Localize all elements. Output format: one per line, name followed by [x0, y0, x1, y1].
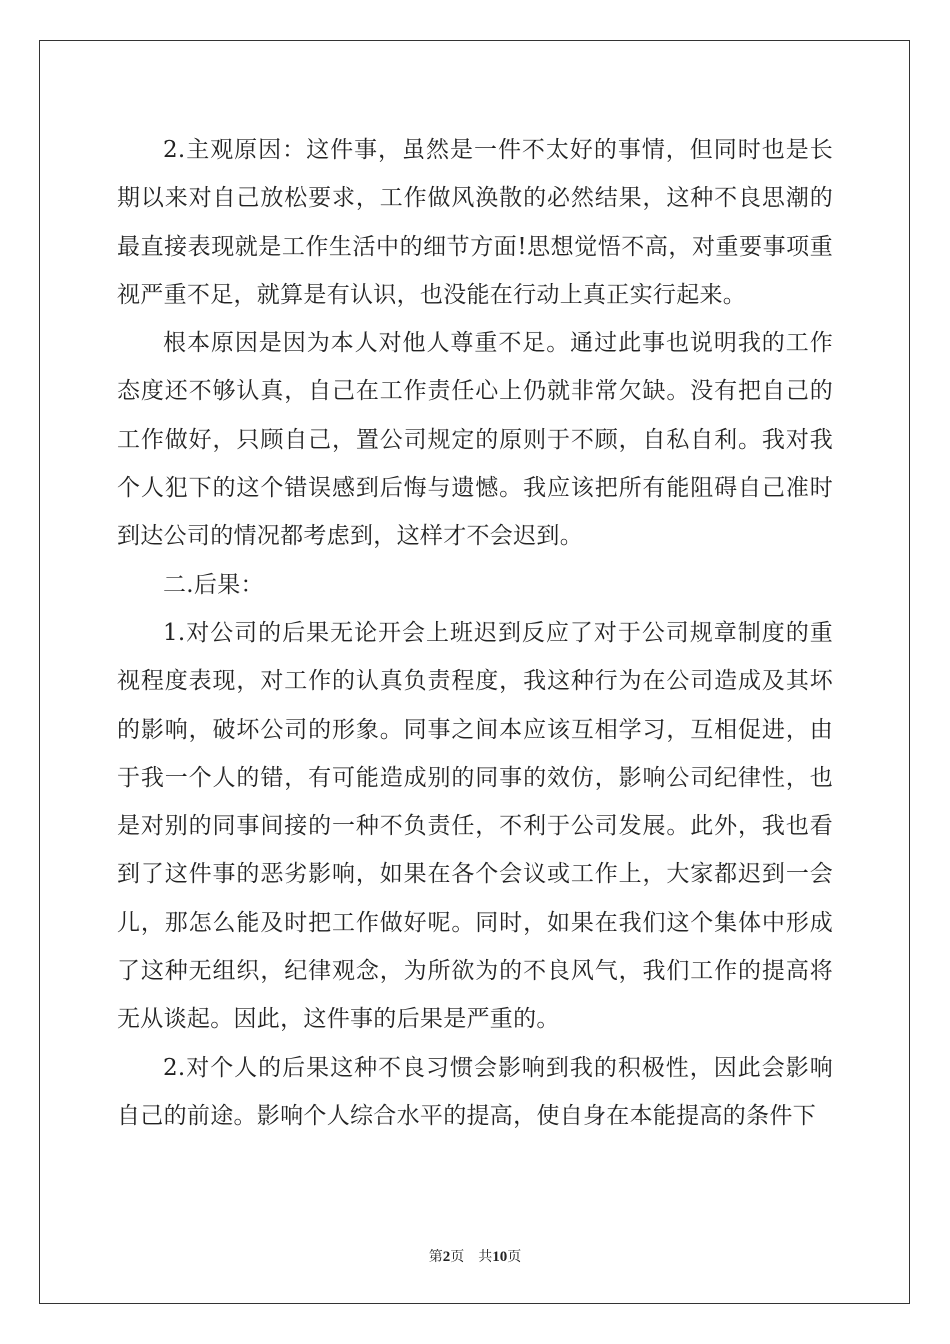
document-body	[117, 126, 833, 1140]
page-footer	[0, 1246, 950, 1266]
page-suffix: 页	[450, 1249, 465, 1265]
total-prefix: 共	[478, 1249, 493, 1265]
page-number: 2	[442, 1249, 451, 1265]
paragraph-subjective-cause: 2.主观原因：这件事，虽然是一件不太好的事情，但同时也是长期以来对自己放松要求，工作做风涣散的必然结果，这种不良思潮的最直接表现就是工作生活中的细节方面!思想觉悟不高，对重要事项重视严重不足，就算是有认识，也没能在行动上真正实行起来。	[117, 137, 833, 308]
paragraph-company-consequences: 1.对公司的后果无论开会上班迟到反应了对于公司规章制度的重视程度表现，对工作的认真负责程度，我这种行为在公司造成及其坏的影响，破坏公司的形象。同事之间本应该互相学习，互相促进，由于我一个人的错，有可能造成别的同事的效仿，影响公司纪律性，也是对别的同事间接的一种不负责任，不利于公司发展。此外，我也看到了这件事的恶劣影响，如果在各个会议或工作上，大家都迟到一会儿，那怎么能及时把工作做好呢。同时，如果在我们这个集体中形成了这种无组织，纪律观念，为所欲为的不良风气，我们工作的提高将无从谈起。因此，这件事的后果是严重的。	[117, 619, 833, 1033]
paragraph-personal-consequences: 2.对个人的后果这种不良习惯会影响到我的积极性，因此会影响自己的前途。影响个人综合水平的提高，使自身在本能提高的条件下	[117, 1054, 833, 1129]
page-prefix: 第	[428, 1249, 443, 1265]
paragraph-root-cause: 根本原因是因为本人对他人尊重不足。通过此事也说明我的工作态度还不够认真，自己在工作责任心上仍就非常欠缺。没有把自己的工作做好，只顾自己，置公司规定的原则于不顾，自私自利。我对我个人犯下的这个错误感到后悔与遗憾。我应该把所有能阻碍自己准时到达公司的情况都考虑到，这样才不会迟到。	[117, 330, 833, 550]
total-pages: 10	[492, 1249, 508, 1265]
section-heading-consequences: 二.后果：	[163, 571, 264, 598]
total-suffix: 页	[507, 1249, 522, 1265]
